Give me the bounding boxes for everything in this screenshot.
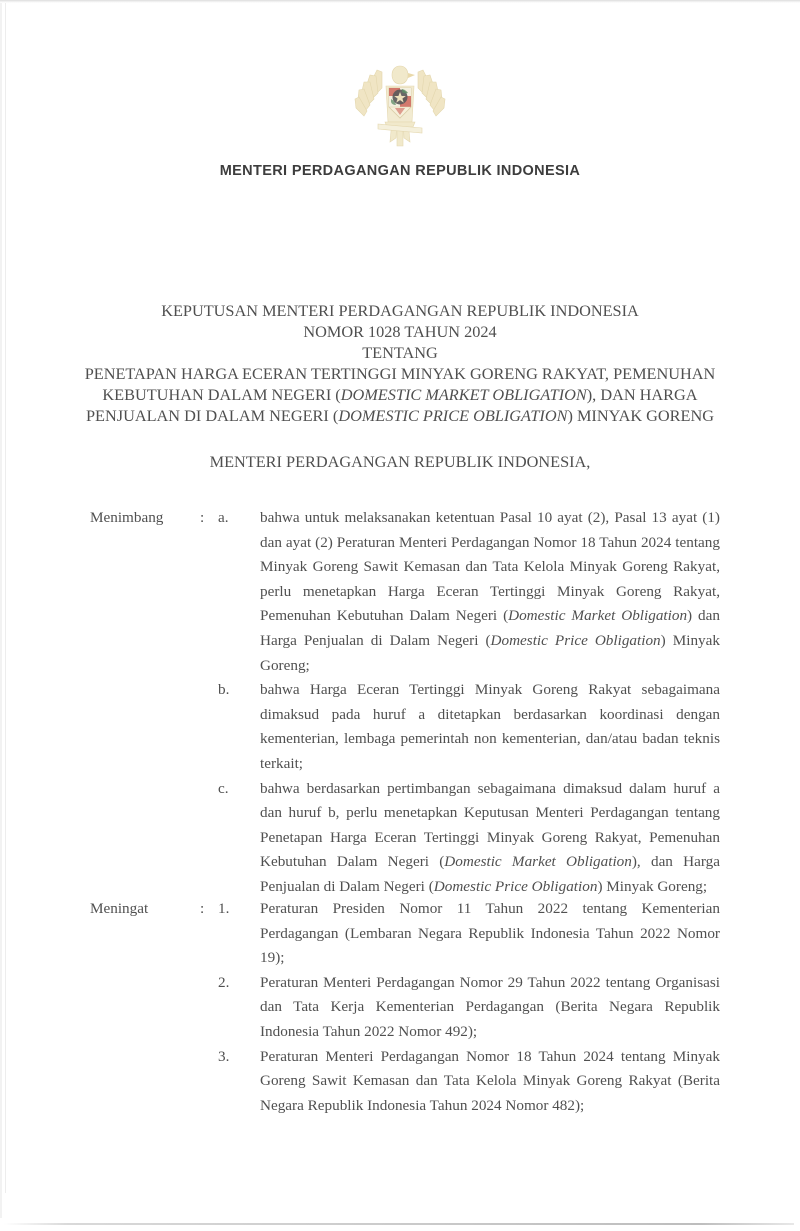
clause-row <box>90 897 720 971</box>
page-edge-top <box>0 0 800 3</box>
item-marker: a. <box>218 509 229 526</box>
title-subject-italic-2: DOMESTIC PRICE OBLIGATION <box>338 406 568 425</box>
item-text-italic-1: Domestic Market Obligation <box>508 607 688 625</box>
title-subject-part-2: ), DAN HARGA PENJUALAN DI DALAM NEGERI ( <box>85 385 698 425</box>
item-text <box>260 1045 720 1119</box>
item-text <box>260 678 720 776</box>
section-meningat <box>90 897 720 1118</box>
item-text-part-1: bahwa untuk melaksanakan ketentuan Pasal 10 ayat (2), Pasal 13 ayat (1) dan ayat (2) Peraturan Menteri Perdagangan Nomor 18 Tahun 2024 tentang Minyak Goreng Sawit Kemasan dan Tata Kelola Minyak Goreng Rakyat, perlu menetapkan Harga Eceran Tertinggi Minyak Goreng Rakyat, Pemenuhan Kebutuhan Dalam Negeri ( <box>260 509 720 625</box>
title-line-2: NOMOR 1028 TAHUN 2024 <box>303 322 497 341</box>
document-title-block <box>60 300 740 426</box>
page-edge-left <box>5 3 6 1193</box>
item-text <box>260 971 720 1045</box>
page-edge-left-outer <box>0 3 2 1218</box>
clause-row <box>90 678 720 776</box>
garuda-pancasila-emblem <box>352 58 448 150</box>
title-line-3: TENTANG <box>362 343 438 362</box>
item-text-italic-1: Domestic Market Obligation <box>444 853 632 871</box>
item-marker: 1. <box>218 900 230 917</box>
title-subject-part-1: PENETAPAN HARGA ECERAN TERTINGGI MINYAK GORENG RAKYAT, PEMENUHAN KEBUTUHAN DALAM NEGERI ( <box>84 364 716 404</box>
item-text-italic-2: Domestic Price Obligation <box>490 631 661 649</box>
emblem-container <box>0 58 800 155</box>
section-label-meningat: Meningat <box>90 900 149 917</box>
item-text-part-3: ) Minyak Goreng; <box>597 877 708 895</box>
item-text-part-3: ) Minyak Goreng; <box>260 631 720 674</box>
clause-row <box>90 506 720 678</box>
item-text-part-1: bahwa Harga Eceran Tertinggi Minyak Goreng Rakyat sebagaimana dimaksud pada huruf a ditetapkan berdasarkan koordinasi dengan kementerian, lembaga pemerintah non kementerian, dan/atau badan teknis terkait; <box>260 681 720 772</box>
item-text-part-1: Peraturan Presiden Nomor 11 Tahun 2022 tentang Kementerian Perdagangan (Lembaran Negara Republik Indonesia Tahun 2022 Nomor 19); <box>260 900 720 967</box>
item-text-italic-2: Domestic Price Obligation <box>433 877 598 895</box>
item-marker: b. <box>218 681 230 699</box>
title-subject <box>85 364 716 425</box>
title-subject-part-3: ) MINYAK GORENG <box>567 406 714 425</box>
item-text <box>260 777 720 900</box>
item-text-part-1: bahwa berdasarkan pertimbangan sebagaimana dimaksud dalam huruf a dan huruf b, perlu menetapkan Keputusan Menteri Perdagangan tentang Penetapan Harga Eceran Tertinggi Minyak Goreng Rakyat, Pemenuhan Kebutuhan Dalam Negeri ( <box>260 779 720 871</box>
item-text-part-1: Peraturan Menteri Perdagangan Nomor 29 Tahun 2022 tentang Organisasi dan Tata Kerja Kementerian Perdagangan (Berita Negara Republik Indonesia Tahun 2022 Nomor 492); <box>260 973 720 1040</box>
clause-row <box>90 1045 720 1119</box>
item-text-part-2: ) dan Harga Penjualan di Dalam Negeri ( <box>260 607 720 649</box>
addressee-line: MENTERI PERDAGANGAN REPUBLIK INDONESIA, <box>209 452 591 471</box>
page-edge-bottom <box>4 1223 794 1225</box>
item-text <box>260 506 720 678</box>
clause-row <box>90 971 720 1045</box>
section-colon: : <box>200 900 205 917</box>
ministry-header: MENTERI PERDAGANGAN REPUBLIK INDONESIA <box>219 163 581 179</box>
item-text <box>260 897 720 971</box>
title-line-1: KEPUTUSAN MENTERI PERDAGANGAN REPUBLIK INDONESIA <box>161 301 639 320</box>
title-subject-italic-1: DOMESTIC MARKET OBLIGATION <box>340 385 587 404</box>
item-text-part-1: Peraturan Menteri Perdagangan Nomor 18 Tahun 2024 tentang Minyak Goreng Sawit Kemasan dan Tata Kelola Minyak Goreng Rakyat (Berita Negara Republik Indonesia Tahun 2024 Nomor 482); <box>260 1047 720 1114</box>
item-marker: 2. <box>218 973 230 991</box>
section-menimbang <box>90 506 720 900</box>
item-text-part-2: ), dan Harga Penjualan di Dalam Negeri ( <box>260 853 720 895</box>
item-marker: c. <box>218 779 229 797</box>
item-marker: 3. <box>218 1047 230 1065</box>
clause-row <box>90 777 720 900</box>
section-label-menimbang: Menimbang <box>90 509 164 526</box>
section-colon: : <box>200 509 205 526</box>
